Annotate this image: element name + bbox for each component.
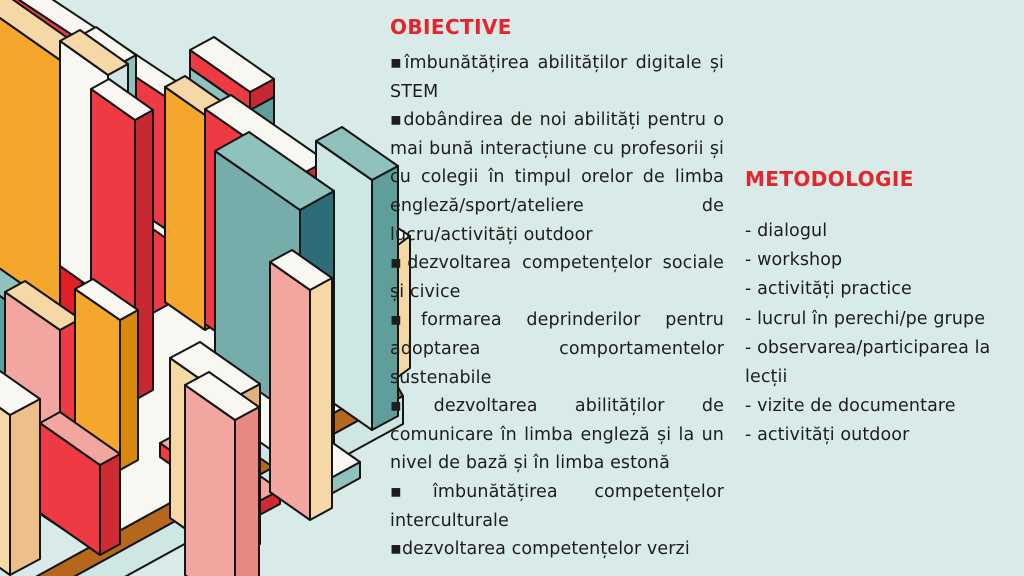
objectives-title: OBIECTIVE (390, 15, 512, 39)
pink-bottom-tower (185, 372, 259, 576)
isometric-blocks-illustration (0, 0, 430, 576)
objective-item: ▪îmbunătățirea abilităților digitale și STEM (390, 53, 724, 102)
methodology-section (745, 166, 1017, 451)
objective-item: ▪dezvoltarea abilităților de comunicare în limba engleză și la un nivel de bază și în limba estonă (390, 396, 724, 474)
objective-item: ▪formarea deprinderilor pentru adoptarea comportamentelor sustenabile (390, 310, 724, 388)
methodology-item: - workshop (745, 250, 843, 271)
objective-item: ▪îmbunătățirea competențelor interculturale (390, 481, 724, 531)
pink-front-tower (270, 250, 332, 520)
methodology-item: - activități practice (745, 279, 912, 300)
objectives-section (390, 14, 724, 564)
methodology-item: - lucrul în perechi/pe grupe (745, 308, 986, 329)
objective-item: ▪dezvoltarea competențelor sociale și civice (390, 253, 724, 302)
methodology-item: - vizite de documentare (745, 396, 956, 417)
methodology-title: METODOLOGIE (745, 167, 914, 191)
objective-item: ▪dezvoltarea competențelor verzi (390, 539, 690, 560)
methodology-item: - dialogul (745, 221, 828, 241)
methodology-list (745, 217, 1017, 451)
methodology-item: - observarea/participarea la lecții (745, 337, 991, 388)
methodology-item: - activități outdoor (745, 425, 910, 446)
objective-item: ▪dobândirea de noi abilități pentru o mai bună interacțiune cu profesorii și cu colegii în timpul orelor de limba engleză/sport/ateliere de lucru/activități outdoor (390, 110, 724, 245)
